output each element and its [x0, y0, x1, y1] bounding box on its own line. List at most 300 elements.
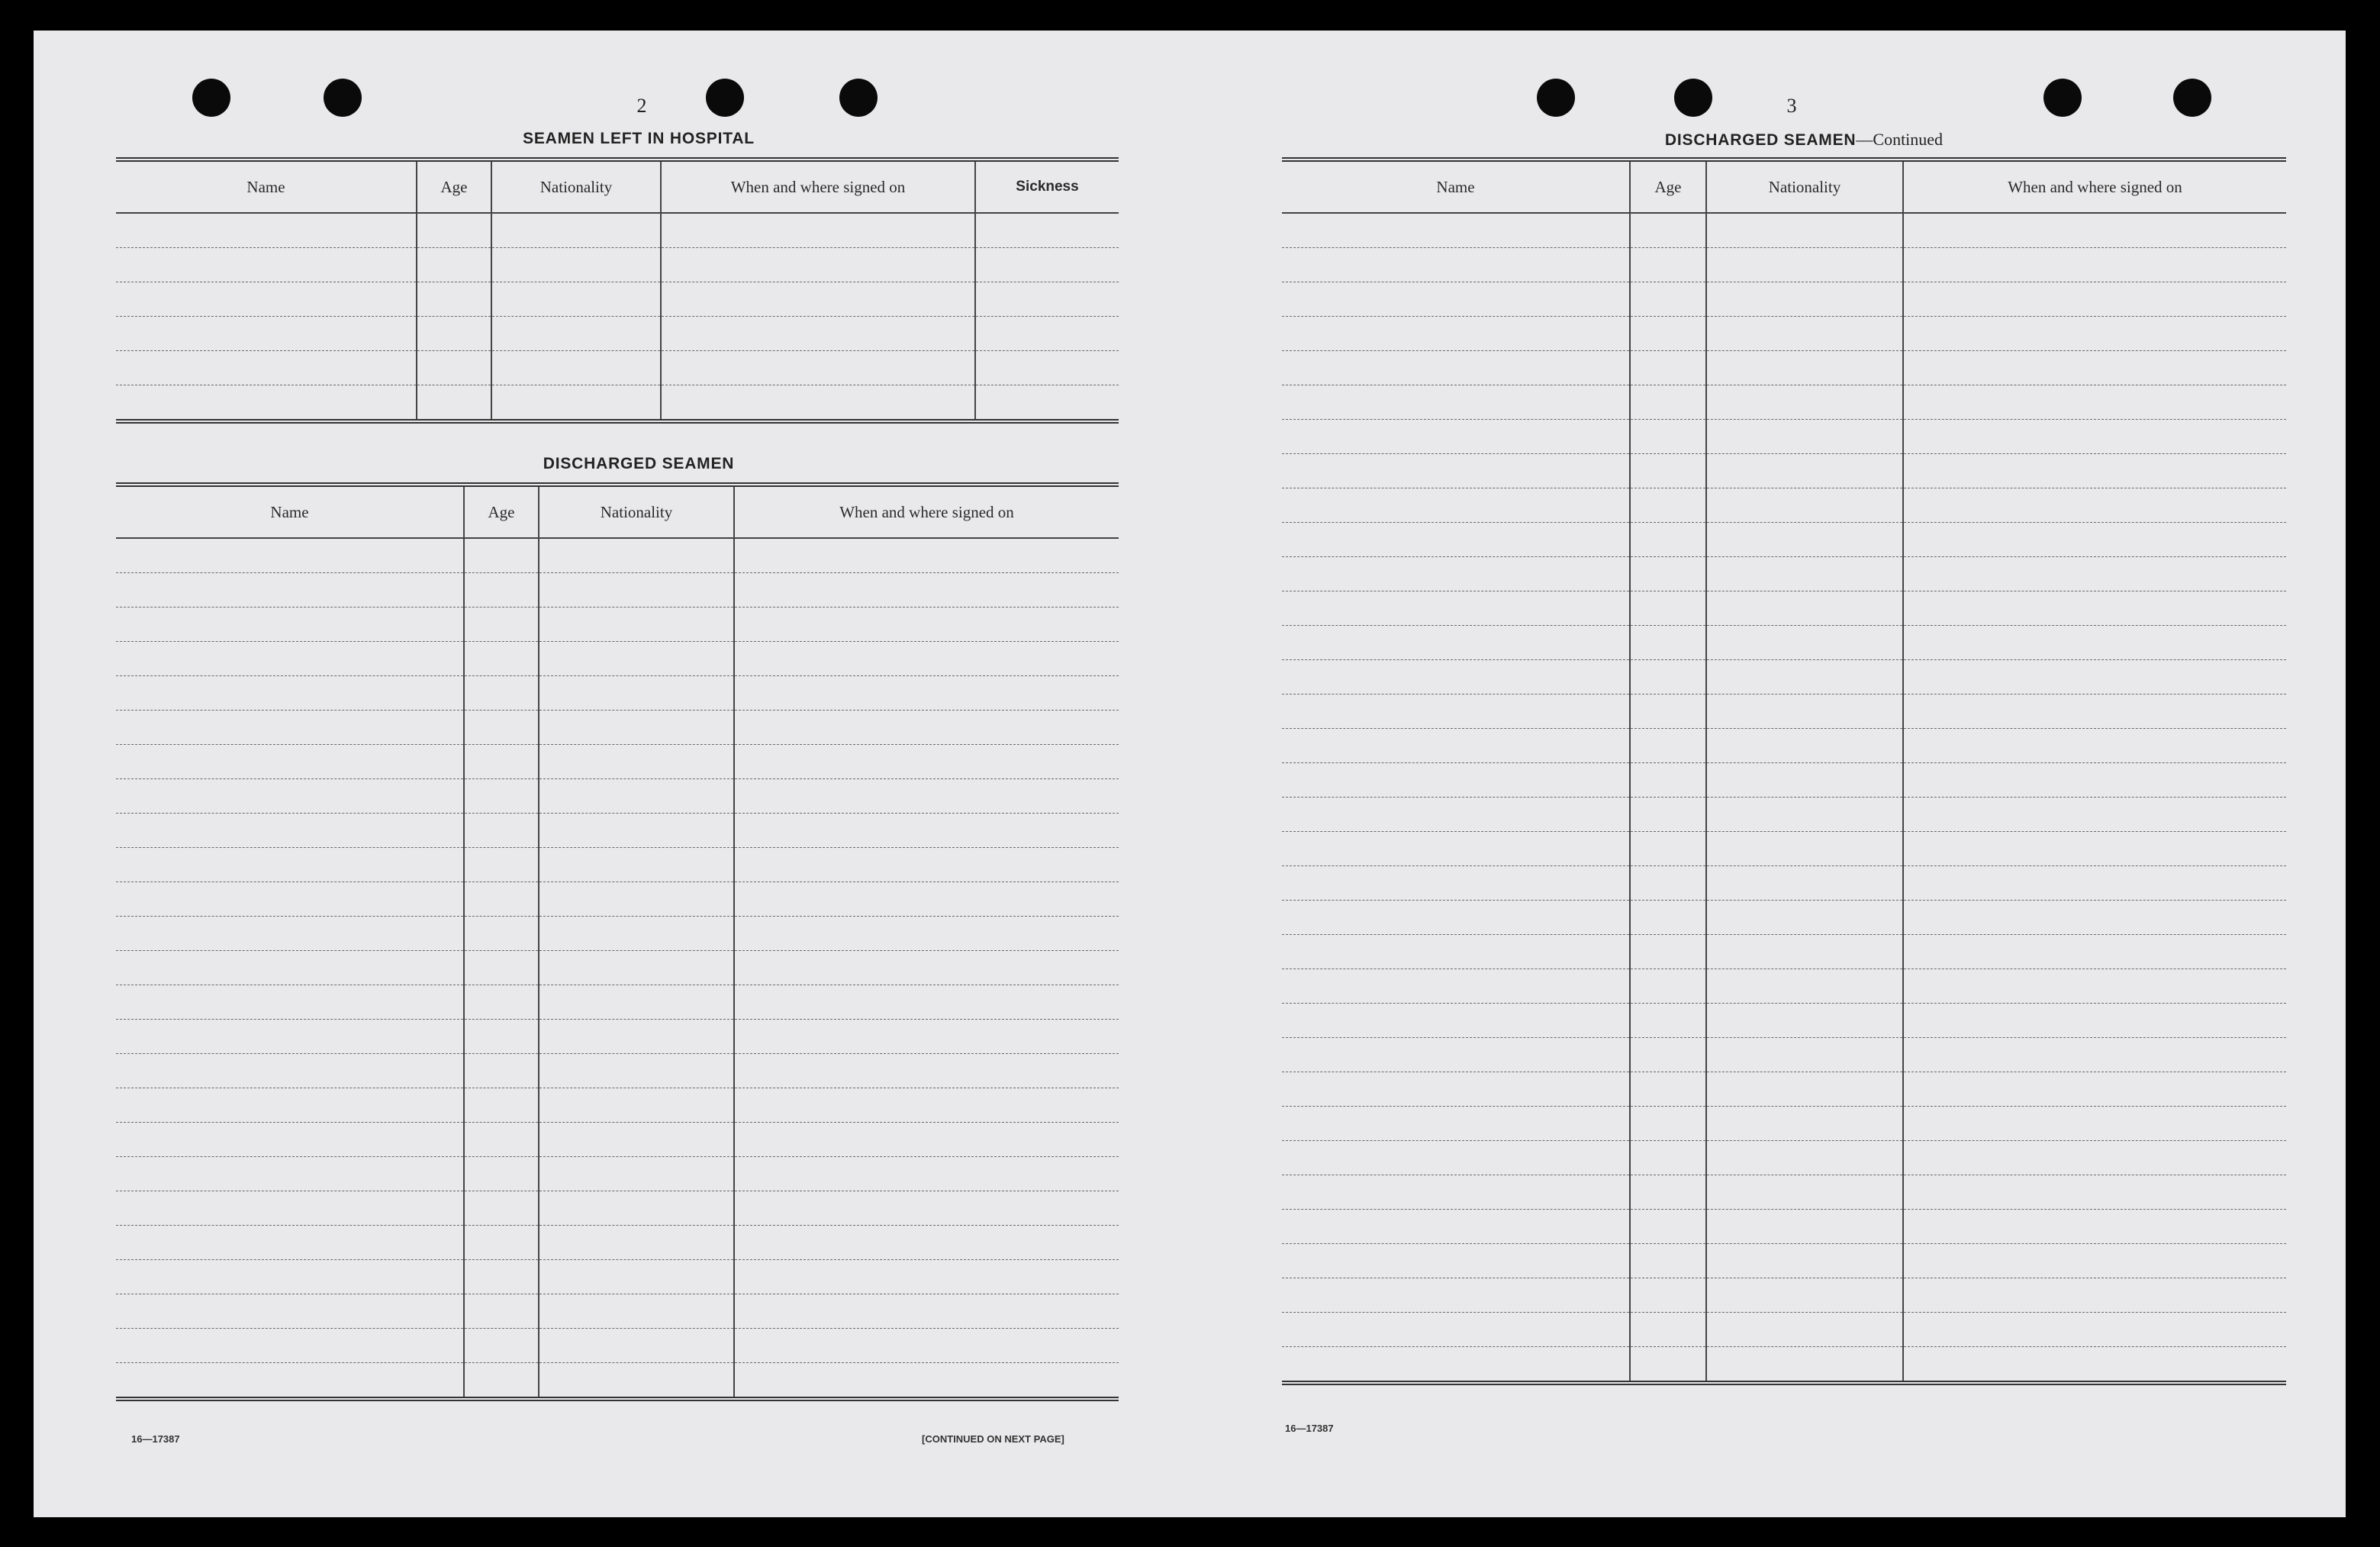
blank-entry-cell[interactable] — [1282, 523, 1630, 557]
blank-entry-cell[interactable] — [734, 676, 1119, 711]
blank-entry-cell[interactable] — [464, 642, 539, 676]
blank-entry-cell[interactable] — [1706, 1244, 1903, 1278]
blank-entry-cell[interactable] — [464, 1363, 539, 1400]
table-body — [1282, 213, 2286, 1383]
blank-entry-cell[interactable] — [417, 213, 491, 248]
blank-entry-cell[interactable] — [539, 848, 734, 882]
blank-entry-cell[interactable] — [1282, 1347, 1630, 1384]
blank-entry-cell[interactable] — [1630, 660, 1706, 695]
blank-entry-cell[interactable] — [1630, 454, 1706, 488]
blank-entry-cell[interactable] — [464, 1294, 539, 1329]
blank-entry-cell[interactable] — [491, 248, 661, 282]
blank-entry-cell[interactable] — [491, 351, 661, 385]
section-title: DISCHARGED SEAMEN — [1664, 131, 1857, 149]
blank-entry-cell[interactable] — [116, 1020, 464, 1054]
blank-entry-cell[interactable] — [1706, 969, 1903, 1004]
blank-entry-cell[interactable] — [116, 1123, 464, 1157]
table-row — [116, 1088, 1119, 1123]
blank-entry-cell[interactable] — [539, 951, 734, 985]
blank-entry-cell[interactable] — [116, 1054, 464, 1088]
blank-entry-cell[interactable] — [539, 1123, 734, 1157]
table-row — [1282, 317, 2286, 351]
blank-entry-cell[interactable] — [464, 814, 539, 848]
blank-entry-cell[interactable] — [464, 573, 539, 608]
blank-entry-cell[interactable] — [539, 814, 734, 848]
blank-entry-cell[interactable] — [464, 1260, 539, 1294]
blank-entry-cell[interactable] — [1706, 1347, 1903, 1384]
blank-entry-cell[interactable] — [1706, 1107, 1903, 1141]
blank-entry-cell[interactable] — [1903, 248, 2286, 282]
table-row — [116, 608, 1119, 642]
blank-entry-cell[interactable] — [1903, 935, 2286, 969]
blank-entry-cell[interactable] — [734, 642, 1119, 676]
blank-entry-cell[interactable] — [539, 1088, 734, 1123]
blank-entry-cell[interactable] — [116, 745, 464, 779]
blank-entry-cell[interactable] — [116, 676, 464, 711]
blank-entry-cell[interactable] — [464, 882, 539, 917]
blank-entry-cell[interactable] — [1903, 1347, 2286, 1384]
blank-entry-cell[interactable] — [1706, 1175, 1903, 1210]
blank-entry-cell[interactable] — [734, 711, 1119, 745]
blank-entry-cell[interactable] — [661, 317, 975, 351]
blank-entry-cell[interactable] — [116, 282, 417, 317]
blank-entry-cell[interactable] — [539, 779, 734, 814]
blank-entry-cell[interactable] — [1282, 1278, 1630, 1313]
blank-entry-cell[interactable] — [539, 882, 734, 917]
blank-entry-cell[interactable] — [975, 351, 1119, 385]
blank-entry-cell[interactable] — [464, 676, 539, 711]
blank-entry-cell[interactable] — [1903, 454, 2286, 488]
blank-entry-cell[interactable] — [1706, 1141, 1903, 1175]
blank-entry-cell[interactable] — [116, 385, 417, 422]
form-code: 16—17387 — [131, 1433, 180, 1445]
blank-entry-cell[interactable] — [1903, 282, 2286, 317]
blank-entry-cell[interactable] — [1630, 523, 1706, 557]
blank-entry-cell[interactable] — [116, 642, 464, 676]
blank-entry-cell[interactable] — [1706, 1313, 1903, 1347]
blank-entry-cell[interactable] — [539, 745, 734, 779]
blank-entry-cell[interactable] — [1706, 1072, 1903, 1107]
discharged-continued-title — [1270, 130, 2338, 150]
blank-entry-cell[interactable] — [1706, 866, 1903, 901]
table-row — [116, 317, 1119, 351]
blank-entry-cell[interactable] — [539, 642, 734, 676]
blank-entry-cell[interactable] — [1706, 660, 1903, 695]
blank-entry-cell[interactable] — [1282, 729, 1630, 763]
punch-hole-icon — [1674, 79, 1712, 117]
blank-entry-cell[interactable] — [116, 213, 417, 248]
blank-entry-cell[interactable] — [1630, 969, 1706, 1004]
blank-entry-cell[interactable] — [464, 779, 539, 814]
blank-entry-cell[interactable] — [1706, 1278, 1903, 1313]
blank-entry-cell[interactable] — [464, 1020, 539, 1054]
blank-entry-cell[interactable] — [539, 1054, 734, 1088]
blank-entry-cell[interactable] — [734, 882, 1119, 917]
blank-entry-cell[interactable] — [464, 848, 539, 882]
blank-entry-cell[interactable] — [661, 282, 975, 317]
blank-entry-cell[interactable] — [417, 282, 491, 317]
blank-entry-cell[interactable] — [1706, 317, 1903, 351]
blank-entry-cell[interactable] — [734, 1260, 1119, 1294]
blank-entry-cell[interactable] — [464, 951, 539, 985]
blank-entry-cell[interactable] — [975, 213, 1119, 248]
blank-entry-cell[interactable] — [1282, 420, 1630, 454]
blank-entry-cell[interactable] — [1630, 935, 1706, 969]
blank-entry-cell[interactable] — [1630, 1175, 1706, 1210]
blank-entry-cell[interactable] — [116, 1088, 464, 1123]
blank-entry-cell[interactable] — [734, 985, 1119, 1020]
blank-entry-cell[interactable] — [1903, 1107, 2286, 1141]
table-row — [116, 814, 1119, 848]
blank-entry-cell[interactable] — [734, 608, 1119, 642]
blank-entry-cell[interactable] — [1903, 1210, 2286, 1244]
blank-entry-cell[interactable] — [116, 573, 464, 608]
blank-entry-cell[interactable] — [1282, 248, 1630, 282]
blank-entry-cell[interactable] — [1903, 351, 2286, 385]
blank-entry-cell[interactable] — [1282, 557, 1630, 591]
blank-entry-cell[interactable] — [1706, 763, 1903, 798]
table-row — [1282, 626, 2286, 660]
table-row — [1282, 385, 2286, 420]
blank-entry-cell[interactable] — [1630, 1347, 1706, 1384]
blank-entry-cell[interactable] — [1706, 832, 1903, 866]
blank-entry-cell[interactable] — [1282, 1141, 1630, 1175]
blank-entry-cell[interactable] — [1282, 935, 1630, 969]
blank-entry-cell[interactable] — [1903, 866, 2286, 901]
blank-entry-cell[interactable] — [1903, 626, 2286, 660]
blank-entry-cell[interactable] — [1903, 1141, 2286, 1175]
blank-entry-cell[interactable] — [1630, 213, 1706, 248]
blank-entry-cell[interactable] — [464, 1191, 539, 1226]
blank-entry-cell[interactable] — [1706, 523, 1903, 557]
blank-entry-cell[interactable] — [1903, 523, 2286, 557]
blank-entry-cell[interactable] — [539, 1363, 734, 1400]
table-row — [1282, 1141, 2286, 1175]
blank-entry-cell[interactable] — [539, 1020, 734, 1054]
blank-entry-cell[interactable] — [417, 317, 491, 351]
blank-entry-cell[interactable] — [734, 1191, 1119, 1226]
blank-entry-cell[interactable] — [116, 711, 464, 745]
column-header-age: Age — [417, 160, 491, 213]
blank-entry-cell[interactable] — [1282, 454, 1630, 488]
blank-entry-cell[interactable] — [1903, 1244, 2286, 1278]
table-row — [116, 1260, 1119, 1294]
blank-entry-cell[interactable] — [1903, 832, 2286, 866]
blank-entry-cell[interactable] — [1903, 763, 2286, 798]
blank-entry-cell[interactable] — [1630, 1210, 1706, 1244]
blank-entry-cell[interactable] — [1282, 798, 1630, 832]
blank-entry-cell[interactable] — [1706, 798, 1903, 832]
blank-entry-cell[interactable] — [1282, 969, 1630, 1004]
blank-entry-cell[interactable] — [1282, 1072, 1630, 1107]
blank-entry-cell[interactable] — [1706, 248, 1903, 282]
blank-entry-cell[interactable] — [417, 385, 491, 422]
blank-entry-cell[interactable] — [539, 608, 734, 642]
blank-entry-cell[interactable] — [1282, 385, 1630, 420]
blank-entry-cell[interactable] — [1903, 488, 2286, 523]
discharged-section-title: DISCHARGED SEAMEN — [543, 455, 735, 472]
blank-entry-cell[interactable] — [539, 573, 734, 608]
column-header-name: Name — [116, 160, 417, 213]
blank-entry-cell[interactable] — [661, 213, 975, 248]
blank-entry-cell[interactable] — [539, 538, 734, 573]
table-row — [1282, 420, 2286, 454]
blank-entry-cell[interactable] — [116, 1260, 464, 1294]
blank-entry-cell[interactable] — [491, 213, 661, 248]
blank-entry-cell[interactable] — [1706, 351, 1903, 385]
table-row — [116, 1294, 1119, 1329]
blank-entry-cell[interactable] — [1630, 626, 1706, 660]
blank-entry-cell[interactable] — [464, 1054, 539, 1088]
blank-entry-cell[interactable] — [116, 248, 417, 282]
blank-entry-cell[interactable] — [1630, 385, 1706, 420]
table-row — [116, 882, 1119, 917]
blank-entry-cell[interactable] — [975, 317, 1119, 351]
blank-entry-cell[interactable] — [1282, 1210, 1630, 1244]
blank-entry-cell[interactable] — [734, 1123, 1119, 1157]
blank-entry-cell[interactable] — [1706, 282, 1903, 317]
blank-entry-cell[interactable] — [1706, 729, 1903, 763]
blank-entry-cell[interactable] — [1630, 557, 1706, 591]
blank-entry-cell[interactable] — [1903, 695, 2286, 729]
blank-entry-cell[interactable] — [1706, 420, 1903, 454]
blank-entry-cell[interactable] — [1630, 832, 1706, 866]
table-body — [116, 213, 1119, 421]
column-header-when-where: When and where signed on — [1903, 160, 2286, 213]
blank-entry-cell[interactable] — [1903, 557, 2286, 591]
blank-entry-cell[interactable] — [1282, 1244, 1630, 1278]
blank-entry-cell[interactable] — [1903, 1004, 2286, 1038]
blank-entry-cell[interactable] — [1630, 351, 1706, 385]
blank-entry-cell[interactable] — [464, 1088, 539, 1123]
blank-entry-cell[interactable] — [734, 1088, 1119, 1123]
blank-entry-cell[interactable] — [1282, 1038, 1630, 1072]
blank-entry-cell[interactable] — [1630, 248, 1706, 282]
blank-entry-cell[interactable] — [417, 351, 491, 385]
blank-entry-cell[interactable] — [1282, 1175, 1630, 1210]
blank-entry-cell[interactable] — [1282, 213, 1630, 248]
column-header-nationality: Nationality — [539, 485, 734, 538]
blank-entry-cell[interactable] — [116, 1329, 464, 1363]
blank-entry-cell[interactable] — [1282, 488, 1630, 523]
blank-entry-cell[interactable] — [1630, 1038, 1706, 1072]
blank-entry-cell[interactable] — [116, 951, 464, 985]
blank-entry-cell[interactable] — [1903, 213, 2286, 248]
blank-entry-cell[interactable] — [116, 917, 464, 951]
blank-entry-cell[interactable] — [539, 1329, 734, 1363]
blank-entry-cell[interactable] — [1706, 1210, 1903, 1244]
blank-entry-cell[interactable] — [1630, 1107, 1706, 1141]
blank-entry-cell[interactable] — [1282, 626, 1630, 660]
blank-entry-cell[interactable] — [1282, 866, 1630, 901]
table-row — [116, 1157, 1119, 1191]
blank-entry-cell[interactable] — [1282, 763, 1630, 798]
blank-entry-cell[interactable] — [116, 779, 464, 814]
blank-entry-cell[interactable] — [1282, 1313, 1630, 1347]
blank-entry-cell[interactable] — [1630, 798, 1706, 832]
blank-entry-cell[interactable] — [1706, 1004, 1903, 1038]
punch-hole-icon — [2043, 79, 2082, 117]
table-row — [116, 676, 1119, 711]
blank-entry-cell[interactable] — [1903, 385, 2286, 420]
blank-entry-cell[interactable] — [116, 814, 464, 848]
blank-entry-cell[interactable] — [975, 385, 1119, 422]
blank-entry-cell[interactable] — [116, 1294, 464, 1329]
table-row — [1282, 935, 2286, 969]
blank-entry-cell[interactable] — [1706, 1038, 1903, 1072]
blank-entry-cell[interactable] — [1903, 420, 2286, 454]
table-row — [1282, 901, 2286, 935]
blank-entry-cell[interactable] — [1282, 660, 1630, 695]
table-row — [116, 1054, 1119, 1088]
blank-entry-cell[interactable] — [116, 882, 464, 917]
blank-entry-cell[interactable] — [1706, 935, 1903, 969]
blank-entry-cell[interactable] — [1630, 317, 1706, 351]
blank-entry-cell[interactable] — [734, 1294, 1119, 1329]
blank-entry-cell[interactable] — [464, 608, 539, 642]
blank-entry-cell[interactable] — [1630, 282, 1706, 317]
hospital-table — [116, 157, 1119, 424]
blank-entry-cell[interactable] — [1706, 557, 1903, 591]
blank-entry-cell[interactable] — [1903, 1313, 2286, 1347]
blank-entry-cell[interactable] — [116, 1226, 464, 1260]
blank-entry-cell[interactable] — [464, 1329, 539, 1363]
blank-entry-cell[interactable] — [1630, 488, 1706, 523]
table-row — [116, 711, 1119, 745]
blank-entry-cell[interactable] — [1706, 213, 1903, 248]
blank-entry-cell[interactable] — [1630, 1313, 1706, 1347]
blank-entry-cell[interactable] — [116, 1363, 464, 1400]
blank-entry-cell[interactable] — [464, 917, 539, 951]
table-row — [116, 951, 1119, 985]
blank-entry-cell[interactable] — [1903, 798, 2286, 832]
blank-entry-cell[interactable] — [734, 1054, 1119, 1088]
blank-entry-cell[interactable] — [464, 745, 539, 779]
blank-entry-cell[interactable] — [1903, 969, 2286, 1004]
blank-entry-cell[interactable] — [734, 1329, 1119, 1363]
table-row — [1282, 1175, 2286, 1210]
blank-entry-cell[interactable] — [116, 351, 417, 385]
blank-entry-cell[interactable] — [1630, 866, 1706, 901]
blank-entry-cell[interactable] — [1630, 591, 1706, 626]
blank-entry-cell[interactable] — [1282, 351, 1630, 385]
blank-entry-cell[interactable] — [1630, 1072, 1706, 1107]
blank-entry-cell[interactable] — [1282, 591, 1630, 626]
blank-entry-cell[interactable] — [1630, 695, 1706, 729]
blank-entry-cell[interactable] — [1630, 763, 1706, 798]
blank-entry-cell[interactable] — [539, 985, 734, 1020]
blank-entry-cell[interactable] — [1630, 420, 1706, 454]
blank-entry-cell[interactable] — [539, 1294, 734, 1329]
blank-entry-cell[interactable] — [116, 608, 464, 642]
blank-entry-cell[interactable] — [539, 1260, 734, 1294]
blank-entry-cell[interactable] — [1903, 729, 2286, 763]
blank-entry-cell[interactable] — [1903, 1278, 2286, 1313]
blank-entry-cell[interactable] — [1706, 591, 1903, 626]
blank-entry-cell[interactable] — [1630, 1278, 1706, 1313]
blank-entry-cell[interactable] — [1903, 660, 2286, 695]
blank-entry-cell[interactable] — [1706, 626, 1903, 660]
blank-entry-cell[interactable] — [1282, 282, 1630, 317]
blank-entry-cell[interactable] — [734, 917, 1119, 951]
blank-entry-cell[interactable] — [464, 1226, 539, 1260]
blank-entry-cell[interactable] — [464, 1157, 539, 1191]
blank-entry-cell[interactable] — [734, 848, 1119, 882]
blank-entry-cell[interactable] — [661, 248, 975, 282]
blank-entry-cell[interactable] — [734, 1363, 1119, 1400]
blank-entry-cell[interactable] — [464, 711, 539, 745]
blank-entry-cell[interactable] — [975, 282, 1119, 317]
blank-entry-cell[interactable] — [116, 985, 464, 1020]
blank-entry-cell[interactable] — [464, 1123, 539, 1157]
blank-entry-cell[interactable] — [464, 538, 539, 573]
blank-entry-cell[interactable] — [116, 1157, 464, 1191]
blank-entry-cell[interactable] — [1282, 1107, 1630, 1141]
blank-entry-cell[interactable] — [539, 676, 734, 711]
blank-entry-cell[interactable] — [734, 814, 1119, 848]
blank-entry-cell[interactable] — [464, 985, 539, 1020]
blank-entry-cell[interactable] — [491, 385, 661, 422]
blank-entry-cell[interactable] — [1282, 832, 1630, 866]
blank-entry-cell[interactable] — [1282, 695, 1630, 729]
blank-entry-cell[interactable] — [734, 779, 1119, 814]
blank-entry-cell[interactable] — [1282, 901, 1630, 935]
blank-entry-cell[interactable] — [734, 951, 1119, 985]
blank-entry-cell[interactable] — [116, 848, 464, 882]
blank-entry-cell[interactable] — [734, 538, 1119, 573]
blank-entry-cell[interactable] — [734, 745, 1119, 779]
blank-entry-cell[interactable] — [539, 711, 734, 745]
blank-entry-cell[interactable] — [1706, 454, 1903, 488]
blank-entry-cell[interactable] — [734, 573, 1119, 608]
blank-entry-cell[interactable] — [116, 317, 417, 351]
blank-entry-cell[interactable] — [1706, 901, 1903, 935]
blank-entry-cell[interactable] — [491, 282, 661, 317]
blank-entry-cell[interactable] — [734, 1157, 1119, 1191]
blank-entry-cell[interactable] — [1903, 317, 2286, 351]
blank-entry-cell[interactable] — [1903, 1072, 2286, 1107]
blank-entry-cell[interactable] — [491, 317, 661, 351]
blank-entry-cell[interactable] — [1630, 901, 1706, 935]
blank-entry-cell[interactable] — [1903, 901, 2286, 935]
blank-entry-cell[interactable] — [1706, 385, 1903, 420]
blank-entry-cell[interactable] — [661, 385, 975, 422]
blank-entry-cell[interactable] — [539, 917, 734, 951]
blank-entry-cell[interactable] — [417, 248, 491, 282]
blank-entry-cell[interactable] — [539, 1191, 734, 1226]
blank-entry-cell[interactable] — [1630, 729, 1706, 763]
blank-entry-cell[interactable] — [116, 538, 464, 573]
blank-entry-cell[interactable] — [116, 1191, 464, 1226]
blank-entry-cell[interactable] — [734, 1226, 1119, 1260]
blank-entry-cell[interactable] — [1630, 1004, 1706, 1038]
blank-entry-cell[interactable] — [539, 1226, 734, 1260]
blank-entry-cell[interactable] — [1706, 695, 1903, 729]
blank-entry-cell[interactable] — [734, 1020, 1119, 1054]
blank-entry-cell[interactable] — [1903, 1175, 2286, 1210]
blank-entry-cell[interactable] — [1630, 1244, 1706, 1278]
blank-entry-cell[interactable] — [975, 248, 1119, 282]
blank-entry-cell[interactable] — [1630, 1141, 1706, 1175]
blank-entry-cell[interactable] — [1282, 1004, 1630, 1038]
table-row — [116, 538, 1119, 573]
blank-entry-cell[interactable] — [1903, 1038, 2286, 1072]
blank-entry-cell[interactable] — [1282, 317, 1630, 351]
blank-entry-cell[interactable] — [539, 1157, 734, 1191]
blank-entry-cell[interactable] — [661, 351, 975, 385]
blank-entry-cell[interactable] — [1706, 488, 1903, 523]
blank-entry-cell[interactable] — [1903, 591, 2286, 626]
